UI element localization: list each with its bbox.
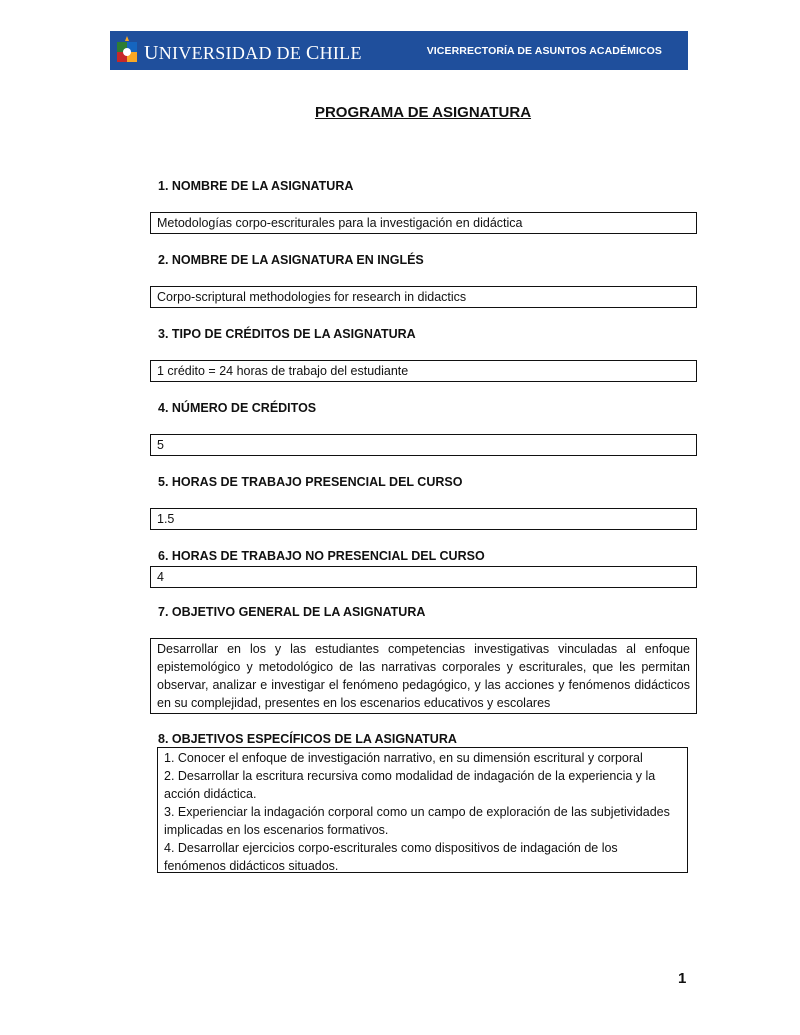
section-value-2: Corpo-scriptural methodologies for research in didactics (150, 286, 697, 308)
section-value-1: Metodologías corpo-escriturales para la investigación en didáctica (150, 212, 697, 234)
objectives-list (157, 747, 688, 873)
list-item: 3. Experienciar la indagación corporal como un campo de exploración de las subjetividades implicadas en los escenarios formativos. (164, 805, 670, 837)
vicerrectoria-label: VICERRECTORÍA DE ASUNTOS ACADÉMICOS (426, 45, 662, 57)
list-item: 2. Desarrollar la escritura recursiva como modalidad de indagación de la experiencia y la acción didáctica. (164, 769, 656, 801)
section-heading-8: 8. OBJETIVOS ESPECÍFICOS DE LA ASIGNATURA (158, 732, 457, 746)
page-title: PROGRAMA DE ASIGNATURA (314, 104, 532, 121)
section-value-7: Desarrollar en los y las estudiantes competencias investigativas vinculadas al enfoque epistemológico y metodológico de las narrativas corporales y escriturales, que les permitan observar, analizar e investigar el fenómeno pedagógico, y las acciones y fenómenos didácticos en su complejidad, presentes en los escenarios educativos y escolares (150, 638, 697, 714)
section-heading-6: 6. HORAS DE TRABAJO NO PRESENCIAL DEL CURSO (158, 549, 485, 563)
section-value-3: 1 crédito = 24 horas de trabajo del estudiante (150, 360, 697, 382)
section-value-4: 5 (150, 434, 697, 456)
section-value-5: 1.5 (150, 508, 697, 530)
section-heading-2: 2. NOMBRE DE LA ASIGNATURA EN INGLÉS (158, 253, 424, 267)
header-banner (110, 31, 688, 70)
list-item: 1. Conocer el enfoque de investigación narrativo, en su dimensión escritural y corporal (164, 751, 643, 765)
university-crest-icon (116, 36, 138, 64)
section-heading-7: 7. OBJETIVO GENERAL DE LA ASIGNATURA (158, 605, 426, 619)
section-heading-1: 1. NOMBRE DE LA ASIGNATURA (158, 179, 354, 193)
section-heading-4: 4. NÚMERO DE CRÉDITOS (158, 401, 317, 415)
section-heading-5: 5. HORAS DE TRABAJO PRESENCIAL DEL CURSO (158, 475, 463, 489)
section-value-6: 4 (150, 566, 697, 588)
list-item: 4. Desarrollar ejercicios corpo-escriturales como dispositivos de indagación de los fenómenos didácticos situados. (164, 841, 618, 873)
university-name: UNIVERSIDAD DE CHILE (144, 42, 362, 64)
page-number: 1 (678, 970, 687, 987)
section-heading-3: 3. TIPO DE CRÉDITOS DE LA ASIGNATURA (158, 327, 416, 341)
